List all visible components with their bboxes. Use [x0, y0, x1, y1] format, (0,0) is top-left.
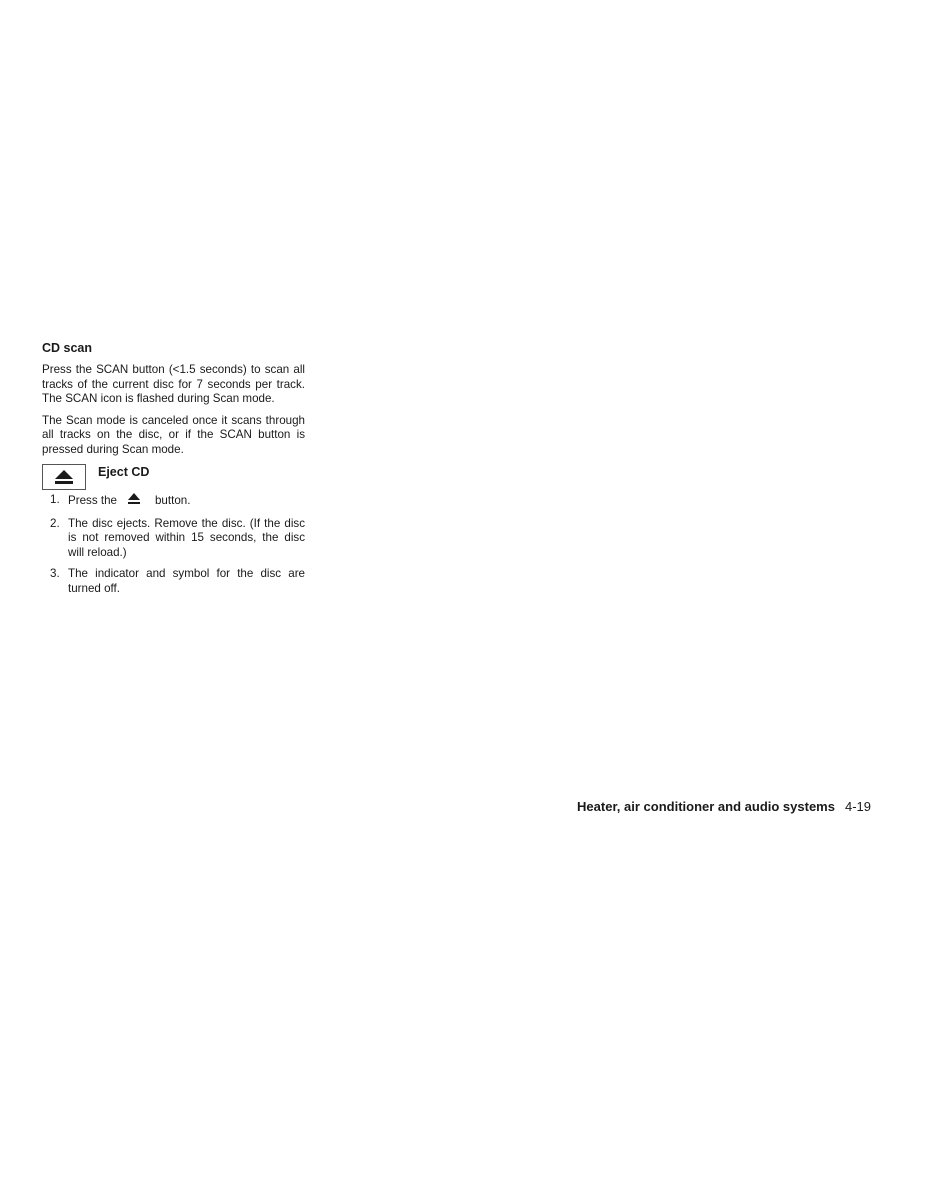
scan-paragraph-1: Press the SCAN button (<1.5 seconds) to scan all tracks of the current disc for 7 seconds per track. The SCAN icon is flashed during Scan mode. [42, 363, 305, 405]
step-text-before: Press the [68, 494, 117, 507]
page-number: 4-19 [844, 799, 871, 814]
step-text: The indicator and symbol for the disc are turned off. [68, 567, 305, 595]
step-text [68, 493, 305, 510]
list-item [42, 567, 305, 596]
step-number: 2. [50, 516, 60, 530]
eject-icon [54, 469, 74, 485]
step-number: 3. [50, 567, 60, 580]
eject-steps-list [42, 493, 305, 596]
step-text-after: button. [154, 494, 191, 507]
list-item [42, 493, 305, 510]
list-item [42, 517, 305, 561]
footer-title: Heater, air conditioner and audio systems [577, 799, 835, 814]
step-text: The disc ejects. Remove the disc. (If the disc is not removed within 15 seconds, the disc will reload.) [68, 516, 305, 559]
section-heading: CD scan [42, 341, 93, 355]
step-number: 1. [50, 493, 60, 506]
scan-paragraph-2: The Scan mode is canceled once it scans through all tracks on the disc, or if the SCAN button is pressed during Scan mode. [42, 413, 305, 456]
eject-icon-box [42, 464, 86, 490]
eject-icon [127, 493, 141, 510]
eject-title: Eject CD [98, 465, 150, 479]
eject-header [42, 464, 305, 490]
content-column [42, 340, 305, 603]
page-footer [577, 798, 871, 816]
